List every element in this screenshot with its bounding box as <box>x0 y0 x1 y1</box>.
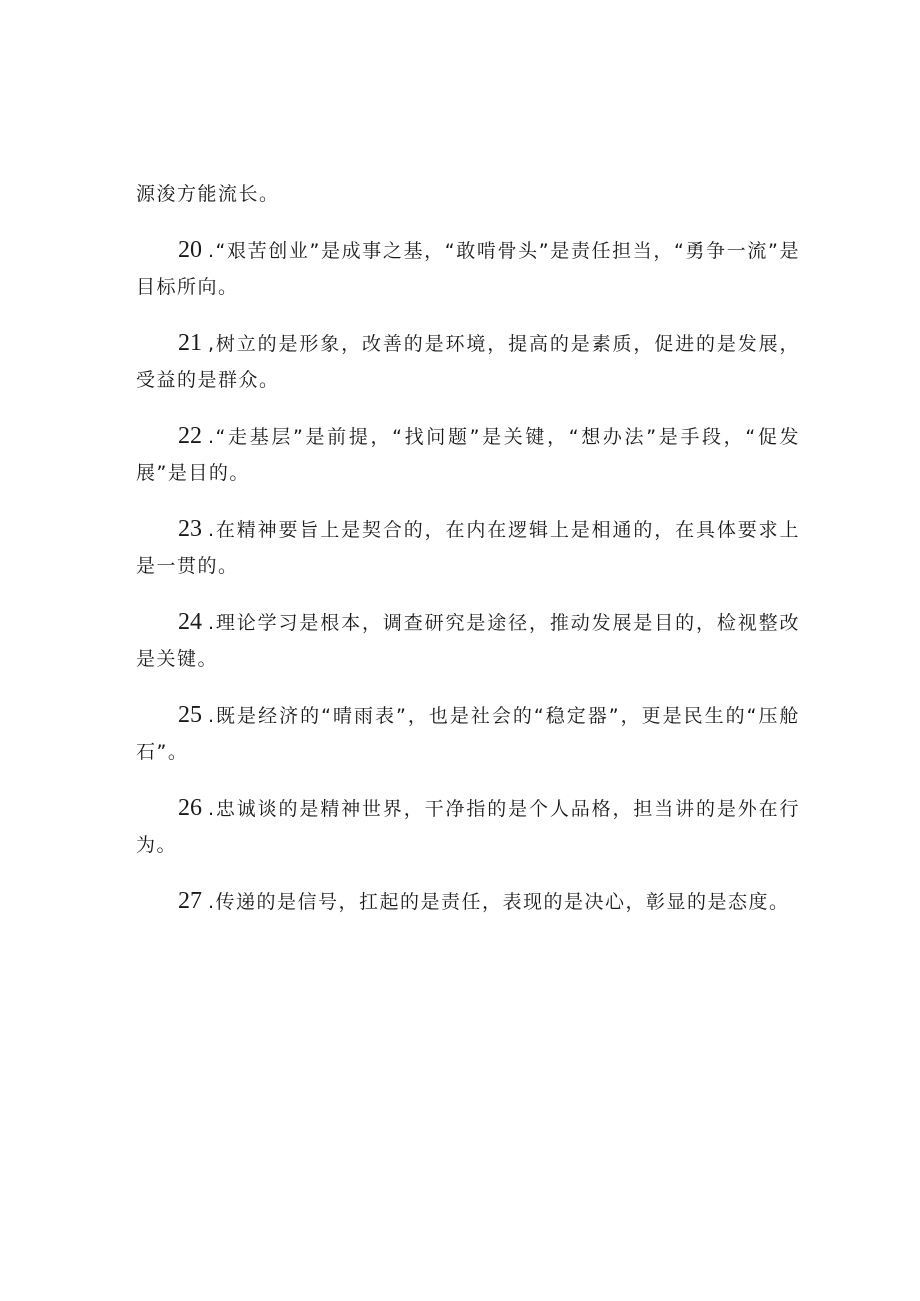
item-number: 25 <box>178 702 202 728</box>
item-text: .理论学习是根本，调查研究是途径，推动发展是目的，检视整改是关键。 <box>136 612 800 670</box>
item-number: 20 <box>178 237 202 263</box>
item-number: 22 <box>178 423 202 449</box>
item-number: 21 <box>178 330 202 356</box>
item-text: .在精神要旨上是契合的，在内在逻辑上是相通的，在具体要求上是一贯的。 <box>136 519 800 577</box>
list-item-21 <box>136 325 800 398</box>
list-item-22 <box>136 418 800 491</box>
item-text: .“走基层”是前提，“找问题”是关键，“想办法”是手段，“促发展”是目的。 <box>136 426 800 484</box>
item-text: .传递的是信号，扛起的是责任，表现的是决心，彰显的是态度。 <box>208 891 790 913</box>
item-text: .既是经济的“晴雨表”，也是社会的“稳定器”，更是民生的“压舱石”。 <box>136 705 800 763</box>
list-item-27 <box>136 883 800 920</box>
list-item-24 <box>136 604 800 677</box>
item-number: 24 <box>178 609 202 635</box>
item-number: 26 <box>178 795 202 821</box>
list-item-23 <box>136 511 800 584</box>
continuation-line: 源浚方能流长。 <box>136 183 280 205</box>
document-body <box>136 176 800 940</box>
item-text: ,树立的是形象，改善的是环境，提高的是素质，促进的是发展，受益的是群众。 <box>136 333 800 391</box>
item-number: 23 <box>178 516 202 542</box>
item-text: .忠诚谈的是精神世界，干净指的是个人品格，担当讲的是外在行为。 <box>136 798 800 856</box>
list-item-26 <box>136 790 800 863</box>
list-item-25 <box>136 697 800 770</box>
item-number: 27 <box>178 888 202 914</box>
item-text: .“艰苦创业”是成事之基，“敢啃骨头”是责任担当，“勇争一流”是目标所向。 <box>136 240 800 298</box>
list-item-20 <box>136 232 800 305</box>
